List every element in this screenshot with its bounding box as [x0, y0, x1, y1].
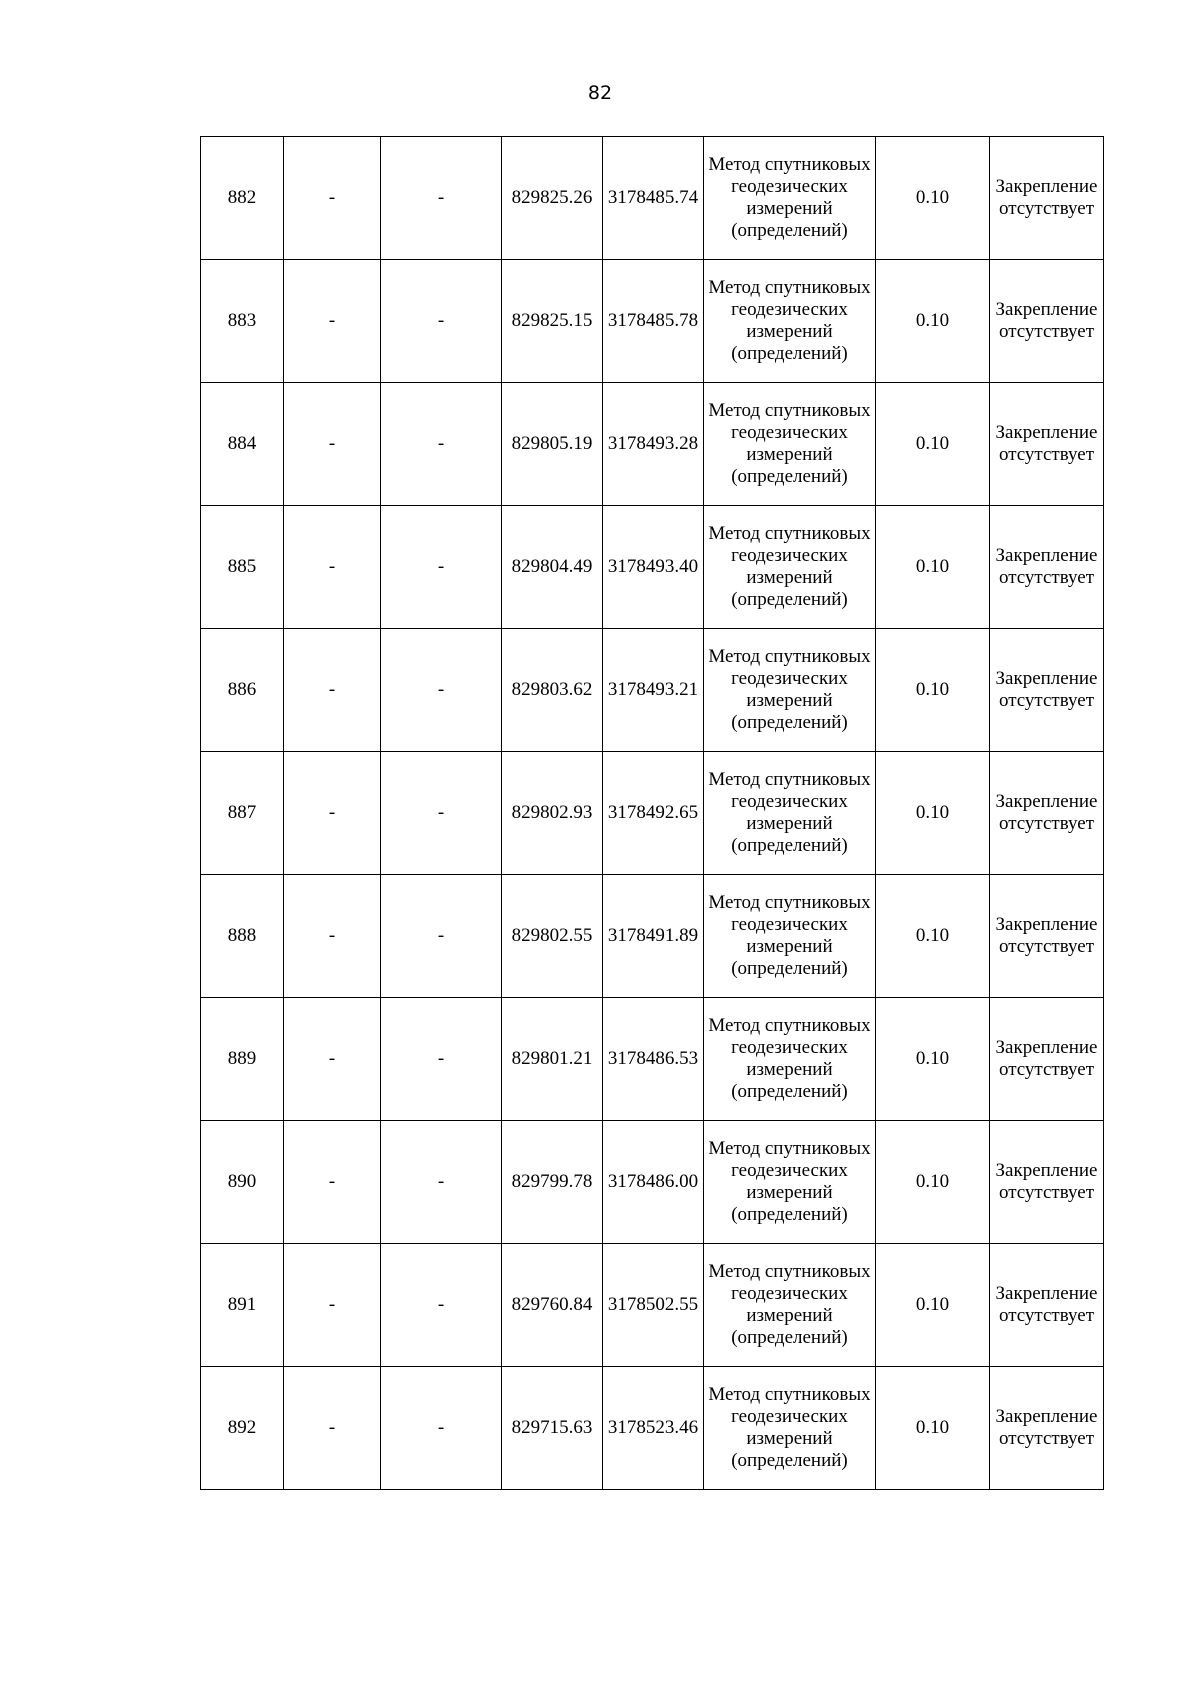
column-2-cell: - — [284, 1367, 381, 1490]
column-3-cell: - — [381, 998, 502, 1121]
fixation-cell: Закрепление отсутствует — [990, 1244, 1104, 1367]
fixation-cell: Закрепление отсутствует — [990, 629, 1104, 752]
method-cell: Метод спутниковых геодезических измерений (определений) — [704, 260, 876, 383]
accuracy-cell: 0.10 — [876, 260, 990, 383]
table-row — [201, 1367, 1104, 1490]
fixation-cell: Закрепление отсутствует — [990, 998, 1104, 1121]
column-2-cell: - — [284, 875, 381, 998]
column-3-cell: - — [381, 875, 502, 998]
x-coordinate-cell: 829715.63 — [502, 1367, 603, 1490]
column-3-cell: - — [381, 629, 502, 752]
point-number-cell: 884 — [201, 383, 284, 506]
point-number-cell: 885 — [201, 506, 284, 629]
coordinates-table — [200, 136, 1104, 1490]
x-coordinate-cell: 829799.78 — [502, 1121, 603, 1244]
method-cell: Метод спутниковых геодезических измерений (определений) — [704, 752, 876, 875]
table-row — [201, 1121, 1104, 1244]
y-coordinate-cell: 3178485.74 — [603, 137, 704, 260]
accuracy-cell: 0.10 — [876, 1121, 990, 1244]
column-3-cell: - — [381, 383, 502, 506]
point-number-cell: 883 — [201, 260, 284, 383]
method-cell: Метод спутниковых геодезических измерений (определений) — [704, 998, 876, 1121]
table-row — [201, 137, 1104, 260]
accuracy-cell: 0.10 — [876, 629, 990, 752]
y-coordinate-cell: 3178492.65 — [603, 752, 704, 875]
method-cell: Метод спутниковых геодезических измерений (определений) — [704, 1121, 876, 1244]
column-2-cell: - — [284, 629, 381, 752]
x-coordinate-cell: 829803.62 — [502, 629, 603, 752]
y-coordinate-cell: 3178486.00 — [603, 1121, 704, 1244]
column-2-cell: - — [284, 998, 381, 1121]
point-number-cell: 888 — [201, 875, 284, 998]
point-number-cell: 886 — [201, 629, 284, 752]
table-row — [201, 875, 1104, 998]
accuracy-cell: 0.10 — [876, 137, 990, 260]
point-number-cell: 887 — [201, 752, 284, 875]
column-2-cell: - — [284, 260, 381, 383]
x-coordinate-cell: 829804.49 — [502, 506, 603, 629]
fixation-cell: Закрепление отсутствует — [990, 260, 1104, 383]
point-number-cell: 892 — [201, 1367, 284, 1490]
fixation-cell: Закрепление отсутствует — [990, 875, 1104, 998]
method-cell: Метод спутниковых геодезических измерений (определений) — [704, 629, 876, 752]
fixation-cell: Закрепление отсутствует — [990, 1367, 1104, 1490]
x-coordinate-cell: 829825.26 — [502, 137, 603, 260]
table-body — [201, 137, 1104, 1490]
accuracy-cell: 0.10 — [876, 1367, 990, 1490]
column-2-cell: - — [284, 1244, 381, 1367]
fixation-cell: Закрепление отсутствует — [990, 383, 1104, 506]
column-3-cell: - — [381, 260, 502, 383]
point-number-cell: 890 — [201, 1121, 284, 1244]
column-3-cell: - — [381, 506, 502, 629]
y-coordinate-cell: 3178493.28 — [603, 383, 704, 506]
x-coordinate-cell: 829825.15 — [502, 260, 603, 383]
fixation-cell: Закрепление отсутствует — [990, 752, 1104, 875]
table-row — [201, 629, 1104, 752]
x-coordinate-cell: 829802.93 — [502, 752, 603, 875]
method-cell: Метод спутниковых геодезических измерений (определений) — [704, 1367, 876, 1490]
method-cell: Метод спутниковых геодезических измерений (определений) — [704, 1244, 876, 1367]
y-coordinate-cell: 3178502.55 — [603, 1244, 704, 1367]
accuracy-cell: 0.10 — [876, 1244, 990, 1367]
x-coordinate-cell: 829760.84 — [502, 1244, 603, 1367]
table-row — [201, 752, 1104, 875]
column-2-cell: - — [284, 1121, 381, 1244]
fixation-cell: Закрепление отсутствует — [990, 137, 1104, 260]
column-3-cell: - — [381, 1121, 502, 1244]
x-coordinate-cell: 829802.55 — [502, 875, 603, 998]
table-row — [201, 383, 1104, 506]
table-row — [201, 260, 1104, 383]
x-coordinate-cell: 829805.19 — [502, 383, 603, 506]
y-coordinate-cell: 3178486.53 — [603, 998, 704, 1121]
method-cell: Метод спутниковых геодезических измерений (определений) — [704, 383, 876, 506]
accuracy-cell: 0.10 — [876, 875, 990, 998]
accuracy-cell: 0.10 — [876, 383, 990, 506]
column-3-cell: - — [381, 137, 502, 260]
y-coordinate-cell: 3178493.21 — [603, 629, 704, 752]
method-cell: Метод спутниковых геодезических измерений (определений) — [704, 137, 876, 260]
accuracy-cell: 0.10 — [876, 752, 990, 875]
table-row — [201, 998, 1104, 1121]
column-2-cell: - — [284, 752, 381, 875]
column-2-cell: - — [284, 383, 381, 506]
x-coordinate-cell: 829801.21 — [502, 998, 603, 1121]
point-number-cell: 891 — [201, 1244, 284, 1367]
column-3-cell: - — [381, 1244, 502, 1367]
table-row — [201, 1244, 1104, 1367]
column-3-cell: - — [381, 1367, 502, 1490]
point-number-cell: 882 — [201, 137, 284, 260]
fixation-cell: Закрепление отсутствует — [990, 1121, 1104, 1244]
fixation-cell: Закрепление отсутствует — [990, 506, 1104, 629]
y-coordinate-cell: 3178485.78 — [603, 260, 704, 383]
accuracy-cell: 0.10 — [876, 506, 990, 629]
y-coordinate-cell: 3178493.40 — [603, 506, 704, 629]
column-2-cell: - — [284, 506, 381, 629]
column-3-cell: - — [381, 752, 502, 875]
method-cell: Метод спутниковых геодезических измерений (определений) — [704, 506, 876, 629]
point-number-cell: 889 — [201, 998, 284, 1121]
page-number: 82 — [587, 82, 613, 104]
y-coordinate-cell: 3178523.46 — [603, 1367, 704, 1490]
method-cell: Метод спутниковых геодезических измерений (определений) — [704, 875, 876, 998]
accuracy-cell: 0.10 — [876, 998, 990, 1121]
column-2-cell: - — [284, 137, 381, 260]
table-row — [201, 506, 1104, 629]
y-coordinate-cell: 3178491.89 — [603, 875, 704, 998]
